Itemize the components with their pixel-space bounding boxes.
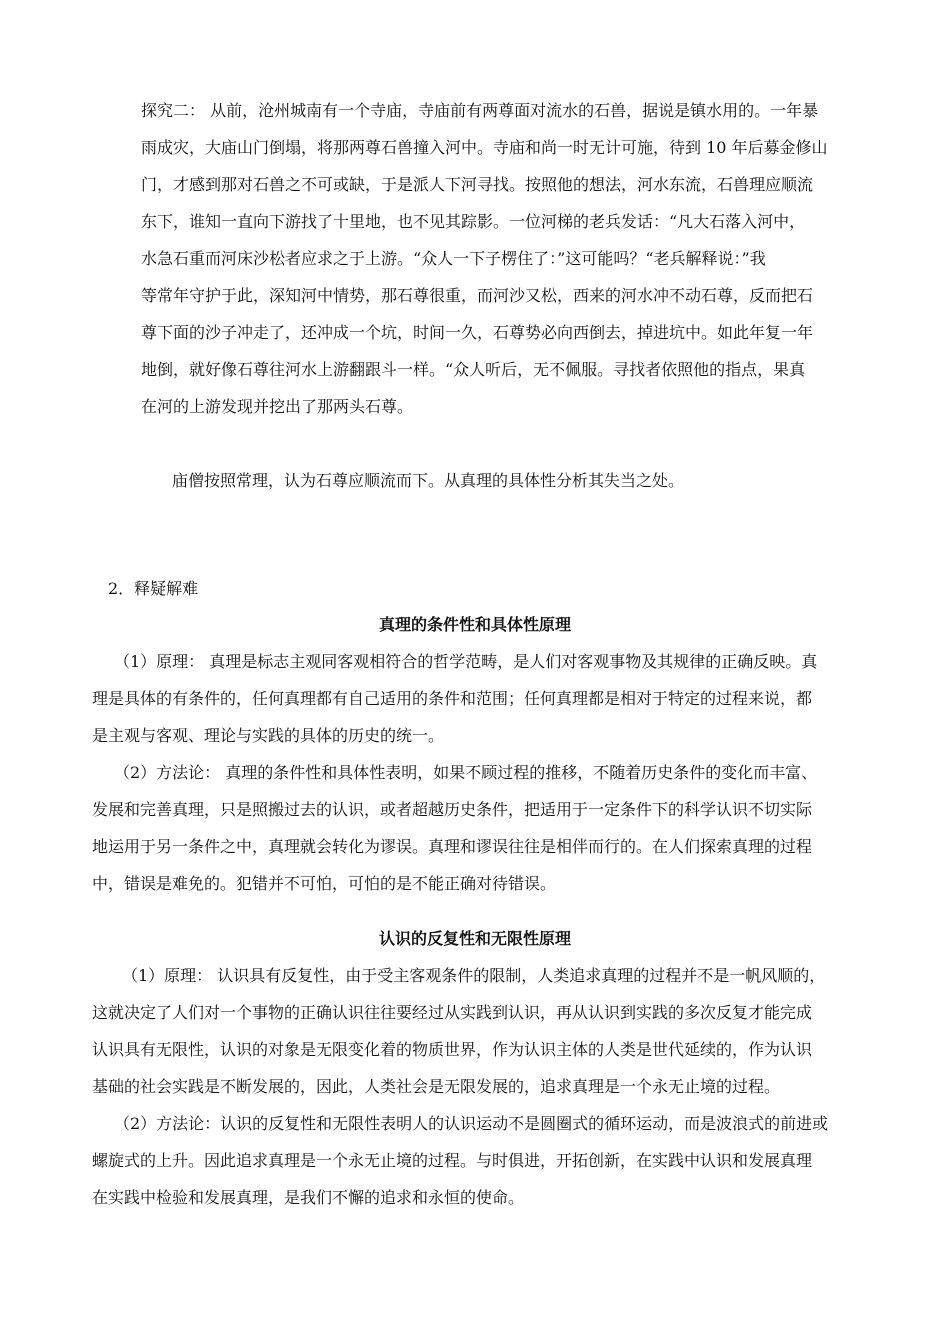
principle-line: （1）原理： 认识具有反复性，由于受主客观条件的限制，人类追求真理的过程并不是一帆风顺的，: [122, 966, 826, 985]
method-line: 中，错误是难免的。犯错并不可怕，可怕的是不能正确对待错误。: [92, 874, 557, 893]
topic1-principle: [92, 643, 860, 754]
topic2-heading: 认识的反复性和无限性原理: [378, 929, 571, 948]
explore-line: 等常年守护于此，深知河中情势，那石尊很重，而河沙又松，西来的河水冲不动石尊，反而把石: [141, 286, 814, 305]
explore-line: 探究二： 从前，沧州城南有一个寺庙，寺庙前有两尊面对流水的石兽，据说是镇水用的。一年暴: [141, 101, 819, 120]
explore-line: 在河的上游发现并挖出了那两头石尊。: [141, 397, 414, 416]
explore-line: 水急石重而河床沙松者应求之于上游。“众人一下子楞住了：”这可能吗？“老兵解释说：”我: [141, 249, 766, 268]
explore-line: 雨成灾，大庙山门倒塌，将那两尊石兽撞入河中。寺庙和尚一时无计可施，待到 10 年后募金修山: [141, 138, 828, 157]
principle-line: 认识具有无限性，认识的对象是无限变化着的物质世界，作为认识主体的人类是世代延续的，作为认识: [92, 1040, 813, 1059]
topic1-heading: 真理的条件性和具体性原理: [378, 615, 571, 634]
method-line: （2）方法论：认识的反复性和无限性表明人的认识运动不是圆圈式的循环运动，而是波浪式的前进或: [114, 1114, 829, 1133]
principle-line: 理是具体的有条件的，任何真理都有自己适用的条件和范围；任何真理都是相对于特定的过程来说，都: [92, 689, 813, 708]
method-line: 在实践中检验和发展真理，是我们不懈的追求和永恒的使命。: [92, 1188, 525, 1207]
topic2-principle: [92, 957, 860, 1105]
method-line: 地运用于另一条件之中，真理就会转化为谬误。真理和谬误往往是相伴而行的。在人们探索真理的过程: [92, 837, 813, 856]
principle-line: 是主观与客观、理论与实践的具体的历史的统一。: [92, 726, 445, 745]
explore-line: 东下，谁知一直向下游找了十里地，也不见其踪影。一位河梯的老兵发话：“凡大石落入河中，: [141, 212, 806, 231]
topic2-method: [92, 1105, 860, 1216]
principle-line: （1）原理： 真理是标志主观同客观相符合的哲学范畴，是人们对客观事物及其规律的正确反映。真: [114, 652, 818, 671]
method-line: （2）方法论： 真理的条件性和具体性表明，如果不顾过程的推移，不随着历史条件的变化而丰富、: [114, 763, 818, 782]
explore-line: 尊下面的沙子冲走了，还冲成一个坑，时间一久，石尊势必向西倒去，掉进坑中。如此年复一年: [141, 323, 814, 342]
explore-question: 庙僧按照常理，认为石尊应顺流而下。从真理的具体性分析其失当之处。: [172, 471, 685, 490]
explore-line: 门，才感到那对石兽之不可或缺，于是派人下河寻找。按照他的想法，河水东流，石兽理应顺流: [141, 175, 814, 194]
explore-two-paragraph: [141, 92, 859, 425]
topic1-method: [92, 754, 860, 902]
section-title: 2．释疑解难: [108, 579, 199, 598]
method-line: 螺旋式的上升。因此追求真理是一个永无止境的过程。与时俱进，开拓创新，在实践中认识和发展真理: [92, 1151, 813, 1170]
method-line: 发展和完善真理，只是照搬过去的认识，或者超越历史条件，把适用于一定条件下的科学认识不切实际: [92, 800, 813, 819]
explore-line: 地倒，就好像石尊往河水上游翻跟斗一样。“众人听后，无不佩服。寻找者依照他的指点，果真: [141, 360, 806, 379]
principle-line: 基础的社会实践是不断发展的，因此，人类社会是无限发展的，追求真理是一个永无止境的过程。: [92, 1077, 781, 1096]
principle-line: 这就决定了人们对一个事物的正确认识往往要经过从实践到认识，再从认识到实践的多次反复才能完成: [92, 1003, 813, 1022]
